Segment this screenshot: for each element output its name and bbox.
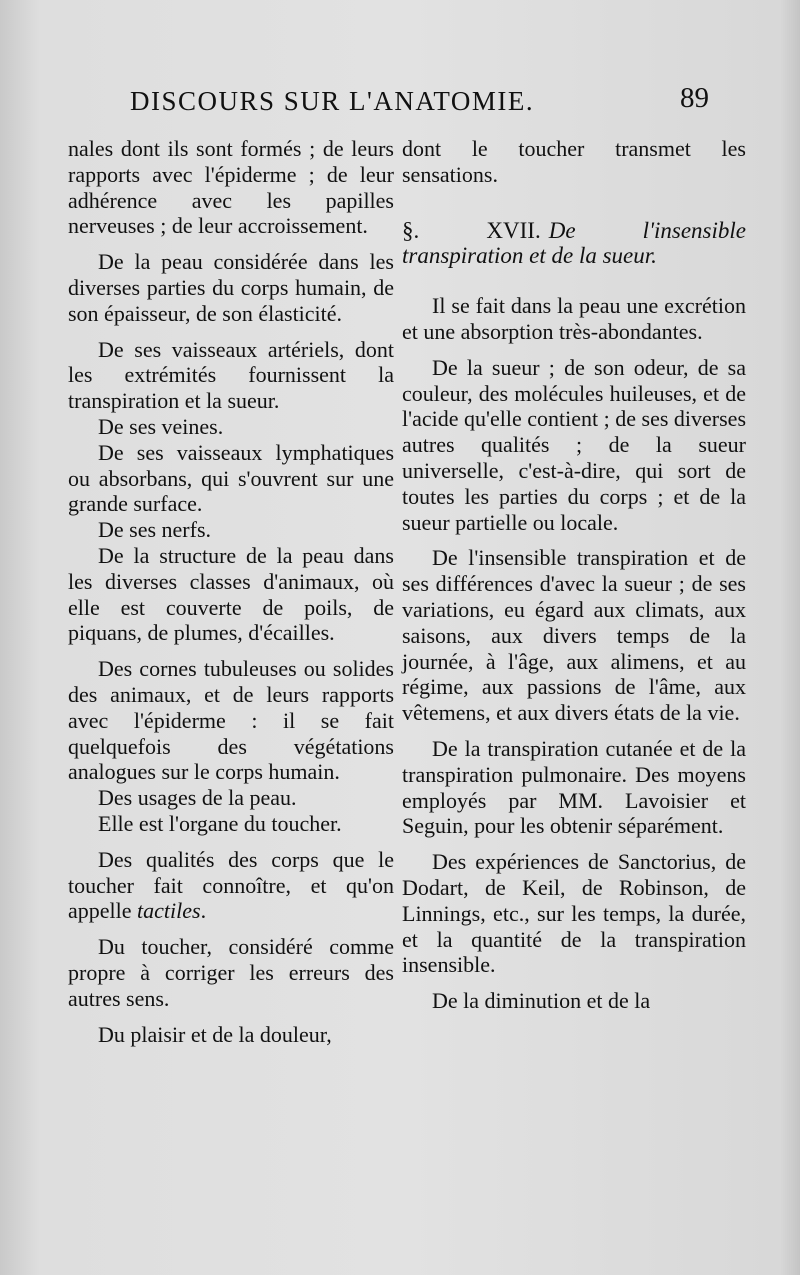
paragraph: Elle est l'organe du toucher. bbox=[98, 810, 342, 836]
paragraph: De la diminution et de la bbox=[432, 988, 651, 1014]
paragraph: De ses vaisseaux lymphatiques ou absorbans, qui s'ouvrent sur une grande surface. bbox=[68, 439, 394, 517]
paragraph: nales dont ils sont formés ; de leurs rapports avec l'épiderme ; de leur adhérence avec les papilles nerveuses ; de leur accroissement. bbox=[68, 136, 394, 239]
paragraph-text: . bbox=[200, 898, 207, 924]
italic-term: tactiles bbox=[137, 898, 201, 924]
right-column bbox=[402, 136, 746, 1014]
section-title: De l'insensible transpiration et de la sueur. bbox=[402, 217, 746, 269]
paragraph: Des usages de la peau. bbox=[98, 785, 297, 811]
paragraph: De ses veines. bbox=[98, 413, 224, 439]
paragraph: De la transpiration cutanée et de la transpiration pulmonaire. Des moyens employés par MM. Lavoisier et Seguin, pour les obtenir séparément. bbox=[402, 735, 746, 839]
page-number: 89 bbox=[680, 82, 709, 114]
paragraph: Du plaisir et de la douleur, bbox=[98, 1021, 332, 1047]
paragraph: Du toucher, considéré comme propre à corriger les erreurs des autres sens. bbox=[68, 934, 394, 1011]
paragraph: De la peau considérée dans les diverses parties du corps humain, de son épaisseur, de son élasticité. bbox=[68, 249, 394, 326]
paragraph-text: Des qualités des corps que le toucher fait connoître, et qu'on appelle bbox=[68, 846, 394, 924]
paragraph: De la sueur ; de son odeur, de sa couleur, des molécules huileuses, et de l'acide qu'elle contient ; de ses diverses autres qualités ; de la sueur universelle, c'est-à-dire, qui sort de toutes les parties du corps ; et de la sueur partielle ou locale. bbox=[402, 354, 746, 535]
left-column bbox=[68, 136, 394, 1047]
section-heading bbox=[402, 218, 746, 270]
running-title: DISCOURS SUR L'ANATOMIE. bbox=[130, 86, 535, 116]
paragraph: De l'insensible transpiration et de ses différences d'avec la sueur ; de ses variations, eu égard aux climats, aux saisons, aux divers temps de la journée, à l'âge, aux alimens, et au régime, aux passions de l'âme, aux vêtemens, et aux divers états de la vie. bbox=[402, 545, 746, 726]
paragraph: Des cornes tubuleuses ou solides des animaux, et de leurs rapports avec l'épiderme : il se fait quelquefois des végétations analogues sur le corps humain. bbox=[68, 656, 394, 785]
paragraph: De la structure de la peau dans les diverses classes d'animaux, où elle est couverte de poils, de piquans, de plumes, d'écailles. bbox=[68, 542, 394, 646]
section-number: §. XVII. bbox=[402, 217, 541, 243]
paragraph: Des expériences de Sanctorius, de Dodart, de Keil, de Robinson, de Linnings, etc., sur les temps, la durée, et la quantité de la transpiration insensible. bbox=[402, 849, 746, 978]
paragraph: dont le toucher transmet les sensations. bbox=[402, 136, 746, 187]
paragraph: Il se fait dans la peau une excrétion et une absorption très-abondantes. bbox=[402, 293, 746, 344]
paragraph: De ses nerfs. bbox=[98, 517, 212, 543]
paragraph bbox=[68, 847, 394, 924]
paragraph: De ses vaisseaux artériels, dont les extrémités fournissent la transpiration et la sueur. bbox=[68, 336, 394, 414]
